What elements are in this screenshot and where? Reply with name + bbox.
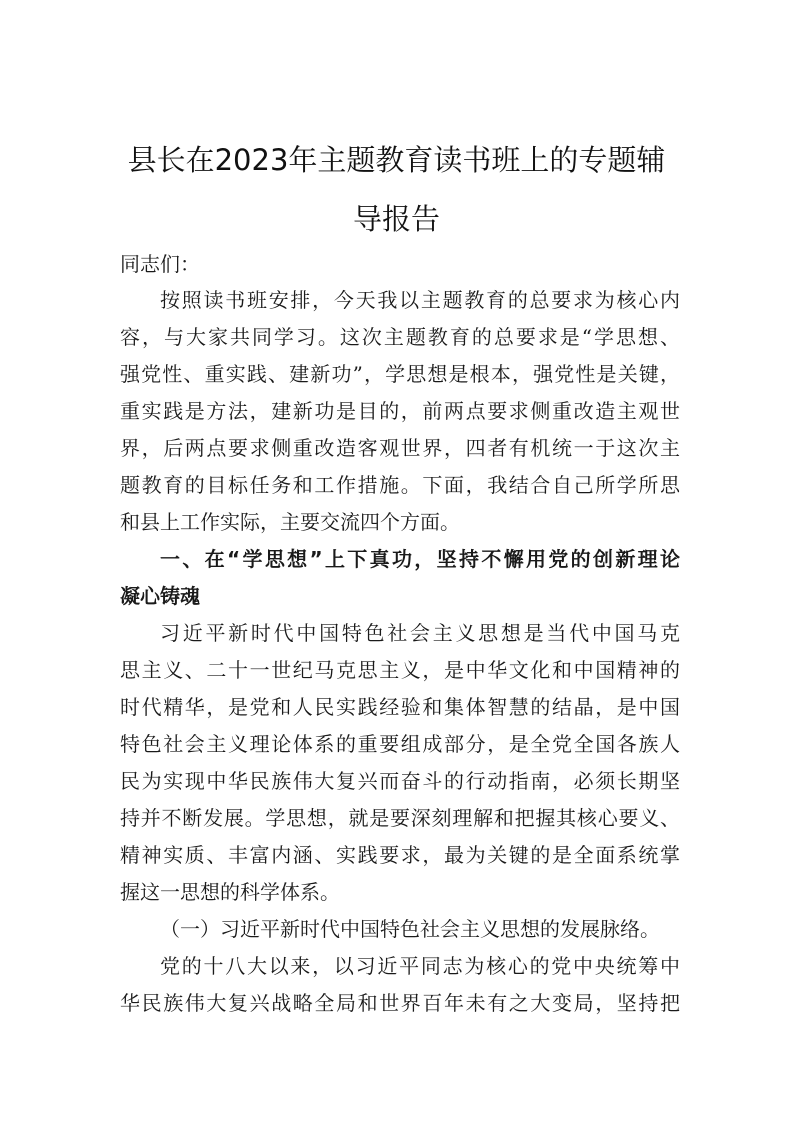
paragraph-line: 华民族伟大复兴战略全局和世界百年未有之大变局，坚持把 xyxy=(120,991,680,1015)
paragraph-line: 按照读书班安排，今天我以主题教育的总要求为核心内 xyxy=(160,288,680,312)
paragraph-line: 界，后两点要求侧重改造客观世界，四者有机统一于这次主 xyxy=(120,436,680,460)
section-heading-line: 一、在“学思想”上下真功，坚持不懈用党的创新理论 xyxy=(160,547,680,571)
paragraph-line: 习近平新时代中国特色社会主义思想是当代中国马克 xyxy=(160,621,680,645)
subsection-heading: （一）习近平新时代中国特色社会主义思想的发展脉络。 xyxy=(160,917,660,941)
paragraph-line: 容，与大家共同学习。这次主题教育的总要求是“学思想、 xyxy=(120,325,680,349)
paragraph-line: 握这一思想的科学体系。 xyxy=(120,880,340,904)
paragraph-line: 强党性、重实践、建新功”，学思想是根本，强党性是关键， xyxy=(120,362,680,386)
paragraph-line: 时代精华，是党和人民实践经验和集体智慧的结晶，是中国 xyxy=(120,695,680,719)
document-title-line-1: 县长在2023年主题教育读书班上的专题辅 xyxy=(127,143,666,177)
section-heading-line: 凝心铸魂 xyxy=(120,584,200,608)
document-title-line-2: 导报告 xyxy=(352,202,440,236)
paragraph-line: 民为实现中华民族伟大复兴而奋斗的行动指南，必须长期坚 xyxy=(120,769,680,793)
paragraph-line: 特色社会主义理论体系的重要组成部分，是全党全国各族人 xyxy=(120,732,680,756)
paragraph-line: 重实践是方法，建新功是目的，前两点要求侧重改造主观世 xyxy=(120,399,680,423)
salutation: 同志们： xyxy=(120,252,200,276)
paragraph-line: 题教育的目标任务和工作措施。下面，我结合自己所学所思 xyxy=(120,473,680,497)
paragraph-line: 党的十八大以来，以习近平同志为核心的党中央统筹中 xyxy=(160,954,680,978)
paragraph-line: 思主义、二十一世纪马克思主义，是中华文化和中国精神的 xyxy=(120,658,680,682)
paragraph-line: 和县上工作实际，主要交流四个方面。 xyxy=(120,510,460,534)
paragraph-line: 持并不断发展。学思想，就是要深刻理解和把握其核心要义、 xyxy=(120,806,680,830)
paragraph-line: 精神实质、丰富内涵、实践要求，最为关键的是全面系统掌 xyxy=(120,843,680,867)
